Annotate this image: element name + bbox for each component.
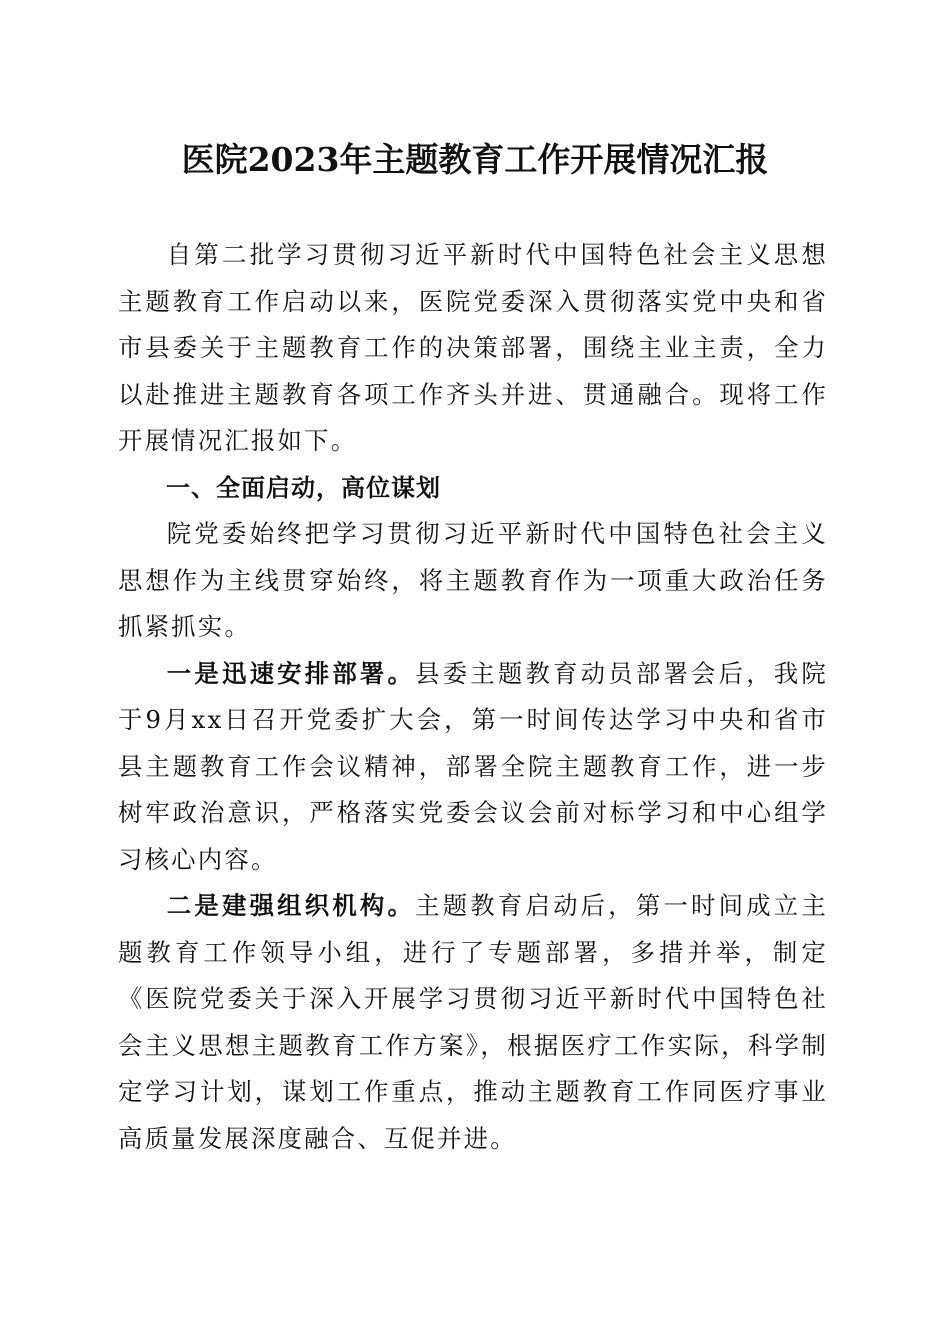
section-1-heading: 一、全面启动，高位谋划 (166, 473, 441, 502)
section-1-item-1 (118, 651, 828, 884)
item-1-text: 县委主题教育动员部署会后，我院于9月xx日召开党委扩大会，第一时间传达学习中央和省市县主题教育工作会议精神，部署全院主题教育工作，进一步树牢政治意识，严格落实党委会议会前对标学习和中心组学习核心内容。 (118, 658, 828, 874)
intro-paragraph: 自第二批学习贯彻习近平新时代中国特色社会主义思想主题教育工作启动以来，医院党委深入贯彻落实党中央和省市县委关于主题教育工作的决策部署，围绕主业主责，全力以赴推进主题教育各项工作齐头并进、贯通融合。现将工作开展情况汇报如下。 (118, 240, 828, 455)
item-1-lead: 一是迅速安排部署。 (166, 658, 416, 688)
document-title: 医院2023年主题教育工作开展情况汇报 (181, 140, 769, 179)
section-1-summary: 院党委始终把学习贯彻习近平新时代中国特色社会主义思想作为主线贯穿始终，将主题教育作为一项重大政治任务抓紧抓实。 (118, 519, 828, 641)
section-1-item-2 (118, 883, 828, 1162)
item-2-lead: 二是建强组织机构。 (166, 891, 416, 920)
item-2-text: 主题教育启动后，第一时间成立主题教育工作领导小组，进行了专题部署，多措并举，制定《医院党委关于深入开展学习贯彻习近平新时代中国特色社会主义思想主题教育工作方案》，根据医疗工作实际，科学制定学习计划，谋划工作重点，推动主题教育工作同医疗事业高质量发展深度融合、互促并进。 (118, 891, 828, 1153)
document-body (118, 232, 828, 1162)
